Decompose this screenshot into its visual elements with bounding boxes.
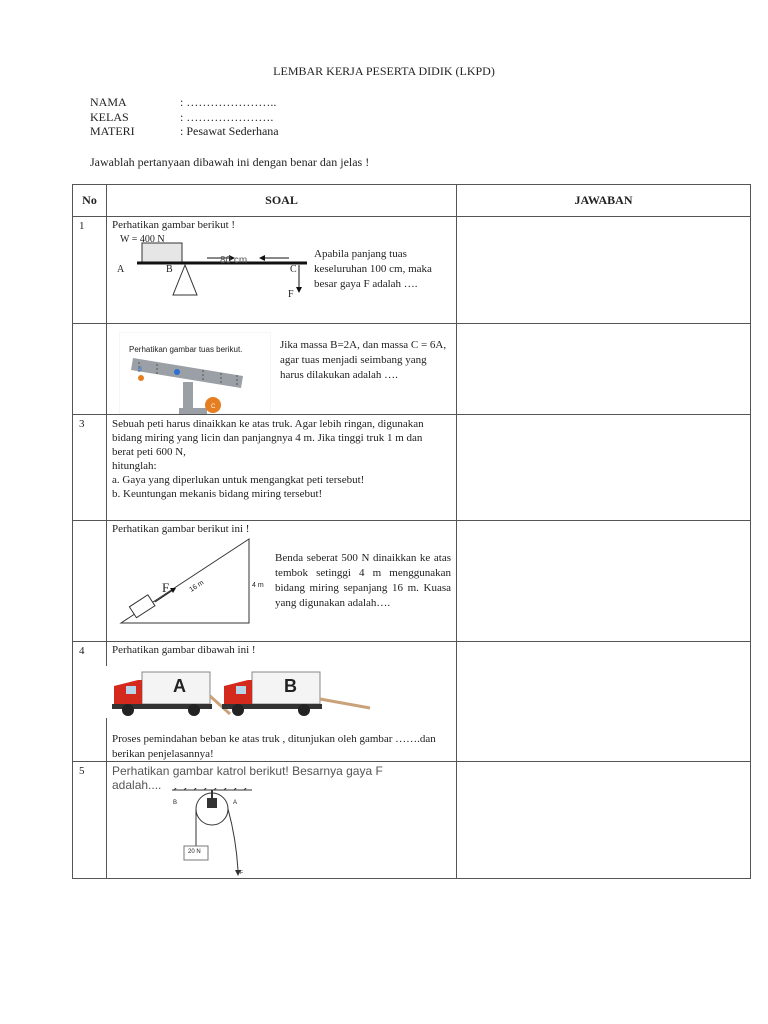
question-text: Perhatikan gambar katrol berikut! Besarnya gaya F adalah.... bbox=[112, 764, 383, 792]
table-row bbox=[73, 521, 751, 642]
figure-caption: Perhatikan gambar tuas berikut. bbox=[129, 345, 243, 354]
question-text: Sebuah peti harus dinaikkan ke atas truk. Agar lebih ringan, digunakan bidang miring yang licin dan panjangnya 4 m. Jika tinggi truk 1 m dan berat peti 600 N, bbox=[112, 418, 424, 458]
header-jawaban: JAWABAN bbox=[457, 185, 751, 217]
point-c-label: C bbox=[290, 264, 297, 275]
fulcrum-triangle bbox=[173, 265, 197, 295]
height-label: 4 m bbox=[252, 582, 264, 589]
point-a-label: A bbox=[233, 800, 238, 806]
question-text: hitunglah: bbox=[112, 460, 157, 472]
table-header-row bbox=[73, 185, 751, 217]
question-number: 1 bbox=[79, 220, 85, 232]
mass-a bbox=[138, 375, 144, 381]
field-label: MATERI bbox=[90, 124, 135, 138]
header-soal: SOAL bbox=[107, 185, 457, 217]
question-number: 4 bbox=[79, 645, 85, 657]
question-text: Benda seberat 500 N dinaikkan ke atas tembok setinggi 4 m menggunakan bidang miring sepanjang 16 m. Kuasa yang digunakan adalah…. bbox=[275, 552, 451, 609]
field-label: NAMA bbox=[90, 95, 127, 109]
question-text: b. Keuntungan mekanis bidang miring tersebut! bbox=[112, 488, 323, 500]
crate bbox=[129, 595, 155, 618]
table-row bbox=[73, 324, 751, 415]
page-title: LEMBAR KERJA PESERTA DIDIK (LKPD) bbox=[273, 64, 495, 78]
force-f-label: F bbox=[240, 870, 244, 876]
mass-b-dot bbox=[174, 369, 180, 375]
instruction-text: Jawablah pertanyaan dibawah ini dengan benar dan jelas ! bbox=[90, 155, 370, 169]
answer-cell[interactable] bbox=[457, 415, 751, 521]
field-label: KELAS bbox=[90, 110, 129, 124]
force-f-label: F bbox=[162, 580, 170, 595]
question-text: a. Gaya yang diperlukan untuk mengangkat peti tersebut! bbox=[112, 474, 365, 486]
question-text: Apabila panjang tuas keseluruhan 100 cm, maka besar gaya F adalah …. bbox=[314, 248, 432, 290]
truck-b-label: B bbox=[284, 676, 297, 696]
table-row bbox=[73, 642, 751, 762]
answer-cell[interactable] bbox=[457, 642, 751, 762]
rope-a bbox=[228, 809, 238, 870]
question-text: Jika massa B=2A, dan massa C = 6A, agar tuas menjadi seimbang yang harus dilakukan adalah …. bbox=[280, 339, 447, 381]
header-no: No bbox=[73, 185, 107, 217]
trucks-diagram bbox=[104, 666, 374, 722]
truck-a-label: A bbox=[173, 676, 186, 696]
answer-cell[interactable] bbox=[457, 217, 751, 324]
answer-cell[interactable] bbox=[457, 762, 751, 879]
inclined-plane-diagram bbox=[119, 535, 269, 625]
question-text: Proses pemindahan beban ke atas truk , ditunjukan oleh gambar …….dan berikan penjelasannya! bbox=[112, 733, 436, 760]
question-intro: Perhatikan gambar berikut ini ! bbox=[112, 523, 250, 535]
slope-label: 16 m bbox=[188, 579, 206, 594]
question-intro: Perhatikan gambar berikut ! bbox=[112, 219, 236, 231]
question-number: 5 bbox=[79, 765, 85, 777]
question-number: 3 bbox=[79, 418, 85, 430]
answer-cell[interactable] bbox=[457, 324, 751, 415]
force-f-label: F bbox=[288, 289, 294, 300]
weight-label: W = 400 N bbox=[120, 234, 165, 245]
weight-box bbox=[142, 243, 182, 263]
answer-cell[interactable] bbox=[457, 521, 751, 642]
field-value: : …………………. bbox=[180, 110, 274, 124]
table-row bbox=[73, 762, 751, 879]
point-b-label: B bbox=[166, 264, 173, 275]
field-value: : ………………….. bbox=[180, 95, 277, 109]
table-row bbox=[73, 415, 751, 521]
table-row bbox=[73, 217, 751, 324]
field-value: : Pesawat Sederhana bbox=[180, 124, 279, 138]
mass-b-label: B bbox=[138, 367, 143, 373]
question-intro: Perhatikan gambar dibawah ini ! bbox=[112, 644, 256, 656]
load-label: 20 N bbox=[188, 849, 201, 855]
pulley-diagram bbox=[162, 788, 272, 878]
point-b-label: B bbox=[173, 800, 178, 806]
worksheet-table bbox=[72, 184, 751, 879]
length-label: 80 cm bbox=[220, 255, 248, 266]
point-a-label: A bbox=[117, 264, 125, 275]
mass-c-label: C bbox=[211, 404, 216, 410]
